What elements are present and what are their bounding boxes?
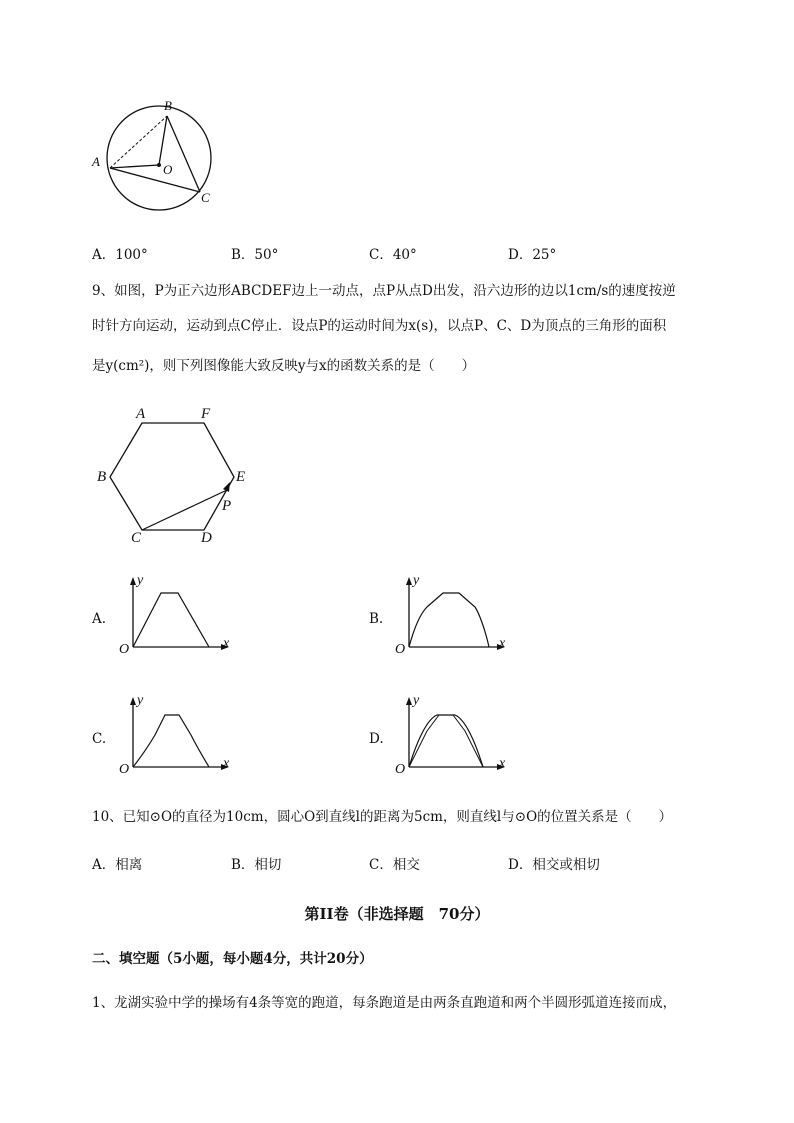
q9-graph-b-o: O	[395, 642, 406, 657]
q9-label-p: P	[222, 498, 232, 514]
q9-line-3: 是y(cm²)，则下列图像能大致反映y与x的函数关系的是（ ）	[92, 358, 476, 374]
q8-option-c: C．40°	[369, 247, 417, 263]
q8-option-b: B．50°	[231, 247, 279, 263]
q9-line-1: 9、如图，P为正六边形ABCDEF边上一动点，点P从点D出发，沿六边形的边以1cm/s的速度按逆	[92, 283, 676, 299]
q10-option-c: C．相交	[369, 857, 420, 873]
q9-label-f: F	[201, 406, 211, 422]
q10-text: 10、已知⊙O的直径为10cm，圆心O到直线l的距离为5cm，则直线l与⊙O的位置关系是（ ）	[92, 809, 673, 825]
q9-graph-d-x: x	[499, 756, 506, 771]
q8-label-o: O	[163, 162, 173, 177]
q9-graph-c-y: y	[137, 693, 144, 708]
q10-option-a: A．相离	[92, 857, 143, 873]
section-title: 第II卷（非选择题 70分）	[304, 905, 490, 923]
q10-option-d: D．相交或相切	[508, 857, 600, 873]
q9-graph-d-y: y	[413, 693, 420, 708]
q9-graph-c	[115, 695, 240, 780]
q9-line-2: 时针方向运动，运动到点C停止．设点P的运动时间为x(s)，以点P、C、D为顶点的三角形的面积	[92, 318, 667, 334]
q9-graph-b-y: y	[413, 573, 420, 588]
q9-label-b: B	[97, 469, 107, 485]
q9-graph-c-x: x	[223, 756, 230, 771]
q9-label-c: C	[131, 530, 142, 546]
q9-graph-d	[391, 695, 516, 780]
q9-graph-a-y: y	[137, 573, 144, 588]
q8-label-c: C	[201, 190, 210, 205]
q8-label-a: A	[92, 154, 100, 169]
q9-graph-b-x: x	[499, 636, 506, 651]
q9-label-a: A	[136, 406, 146, 422]
q8-label-b: B	[164, 98, 172, 113]
q10-option-b: B．相切	[231, 857, 282, 873]
q9-graph-a	[115, 575, 240, 660]
q9-hexagon-figure	[90, 400, 260, 550]
fill-1-text: 1、龙湖实验中学的操场有4条等宽的跑道，每条跑道是由两条直跑道和两个半圆形弧道连接而成，	[92, 995, 677, 1011]
q9-label-d: D	[201, 530, 212, 546]
q9-option-c-label: C.	[92, 731, 107, 747]
q9-graph-a-o: O	[119, 642, 130, 657]
q9-graph-a-x: x	[223, 636, 230, 651]
q8-option-a: A．100°	[92, 247, 148, 263]
q9-graph-b	[391, 575, 516, 660]
q9-option-a-label: A.	[92, 611, 107, 627]
q9-option-d-label: D.	[369, 731, 384, 747]
section-heading: 二、填空题（5小题，每小题4分，共计20分）	[92, 951, 373, 967]
q9-label-e: E	[236, 469, 246, 485]
q9-option-b-label: B.	[369, 611, 384, 627]
q9-graph-d-o: O	[395, 762, 406, 777]
q8-option-d: D．25°	[508, 247, 557, 263]
q9-graph-c-o: O	[119, 762, 130, 777]
